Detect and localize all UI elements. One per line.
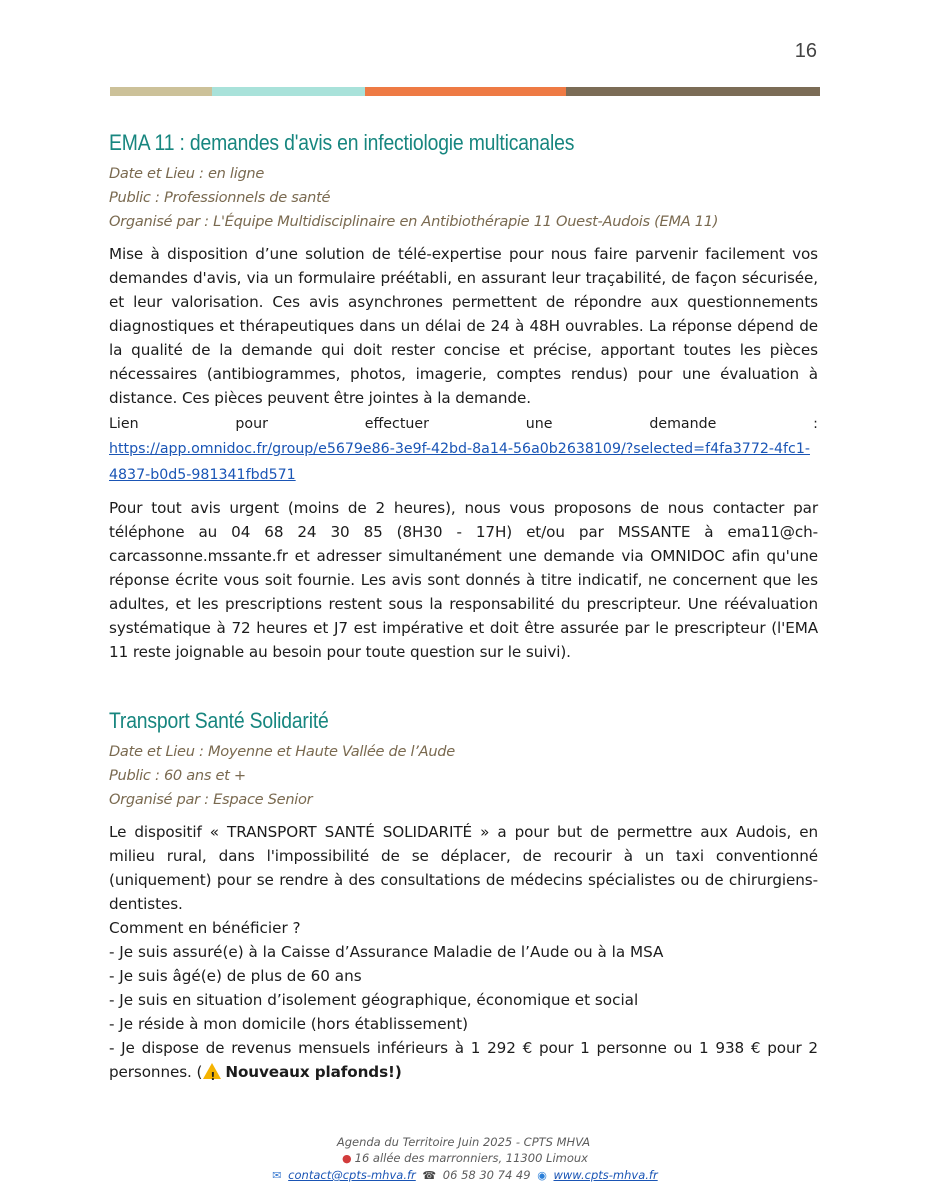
address-text: 16 allée des marronniers, 11300 Limoux [354, 1151, 588, 1165]
criterion-item: - Je réside à mon domicile (hors établissement) [109, 1015, 469, 1033]
section-ema11 [109, 130, 818, 664]
section-transport [109, 708, 818, 1084]
globe-icon: ◉ [537, 1169, 547, 1182]
criterion-item: - Je suis assuré(e) à la Caisse d’Assurance Maladie de l’Aude ou à la MSA [109, 943, 664, 961]
footer-contact [0, 1167, 927, 1184]
location-pin-icon: ● [342, 1152, 352, 1165]
main-content [109, 130, 818, 1084]
link-label-word: Lien [109, 416, 139, 432]
link-label [109, 412, 818, 436]
date-lieu: Date et Lieu : en ligne [109, 165, 265, 182]
band-segment-orange [365, 87, 566, 96]
footer-address [0, 1150, 927, 1167]
page-number: 16 [794, 40, 817, 62]
header-color-band [110, 87, 820, 96]
link-label-word: demande [649, 416, 717, 432]
criterion-item: - Je suis en situation d’isolement géographique, économique et social [109, 991, 639, 1009]
omnidoc-link[interactable]: https://app.omnidoc.fr/group/e5679e86-3e9f-42bd-8a14-56a0b2638109/?selected=f4fa3772-4fc1-4837-b0d5-981341fbd571 [109, 441, 810, 483]
new-ceilings-text: Nouveaux plafonds!) [225, 1063, 402, 1081]
question: Comment en bénéficier ? [109, 919, 301, 937]
public: Public : Professionnels de santé [109, 189, 331, 206]
phone-icon: ☎ [422, 1169, 437, 1182]
criterion-item: - Je suis âgé(e) de plus de 60 ans [109, 967, 362, 985]
section-title: Transport Santé Solidarité [109, 708, 329, 733]
organizer: Organisé par : Espace Senior [109, 791, 313, 808]
email-icon: ✉ [272, 1169, 282, 1182]
band-segment-brown [566, 87, 820, 96]
criterion-item-income [109, 1036, 818, 1084]
page-footer [0, 1134, 927, 1184]
date-lieu: Date et Lieu : Moyenne et Haute Vallée de l’Aude [109, 743, 455, 760]
description-paragraph: Mise à disposition d’une solution de télé-expertise pour nous faire parvenir facilement vos demandes d'avis, via un formulaire préétabli, en assurant leur traçabilité, de façon sécurisée, et leur valorisation. Ces avis asynchrones permettent de répondre aux questionnements diagnostiques et thérapeutiques dans un délai de 24 à 48H ouvrables. La réponse dépend de la qualité de la demande qui doit rester concise et précise, apportant toutes les pièces nécessaires (antibiogrammes, photos, imagerie, comptes rendus) pour une évaluation à distance. Ces pièces peuvent être jointes à la demande. [109, 245, 818, 407]
warning-icon [203, 1063, 221, 1079]
email-link[interactable]: contact@cpts-mhva.fr [288, 1168, 416, 1182]
band-segment-beige [110, 87, 212, 96]
phone-number: 06 58 30 74 49 [442, 1168, 531, 1182]
footer-title: Agenda du Territoire Juin 2025 - CPTS MHVA [336, 1135, 591, 1149]
link-label-word: effectuer [364, 416, 429, 432]
link-label-word: : [813, 416, 818, 432]
link-label-word: une [525, 416, 553, 432]
description-paragraph: Le dispositif « TRANSPORT SANTÉ SOLIDARITÉ » a pour but de permettre aux Audois, en milieu rural, dans l'impossibilité de se déplacer, de recourir à un taxi conventionné (uniquement) pour se rendre à des consultations de médecins spécialistes ou de chirurgiens-dentistes. [109, 823, 818, 913]
income-text: - Je dispose de revenus mensuels inférieurs à 1 292 € pour 1 personne ou 1 938 € pour 2 personnes. ( [109, 1039, 818, 1081]
public: Public : 60 ans et + [109, 767, 246, 784]
website-link[interactable]: www.cpts-mhva.fr [553, 1168, 658, 1182]
link-label-word: pour [235, 416, 268, 432]
section-title: EMA 11 : demandes d'avis en infectiologie multicanales [109, 130, 575, 155]
urgent-paragraph: Pour tout avis urgent (moins de 2 heures), nous vous proposons de nous contacter par téléphone au 04 68 24 30 85 (8H30 - 17H) et/ou par MSSANTE à ema11@ch-carcassonne.mssante.fr et adresser simultanément une demande via OMNIDOC afin qu'une réponse écrite vous soit fournie. Les avis sont donnés à titre indicatif, ne concernent que les adultes, et les prescriptions restent sous la responsabilité du prescripteur. Une réévaluation systématique à 72 heures et J7 est impérative et doit être assurée par le prescripteur (l'EMA 11 reste joignable au besoin pour toute question sur le suivi). [109, 499, 818, 661]
organizer: Organisé par : L'Équipe Multidisciplinaire en Antibiothérapie 11 Ouest-Audois (EMA 11) [109, 213, 719, 230]
band-segment-mint [212, 87, 365, 96]
